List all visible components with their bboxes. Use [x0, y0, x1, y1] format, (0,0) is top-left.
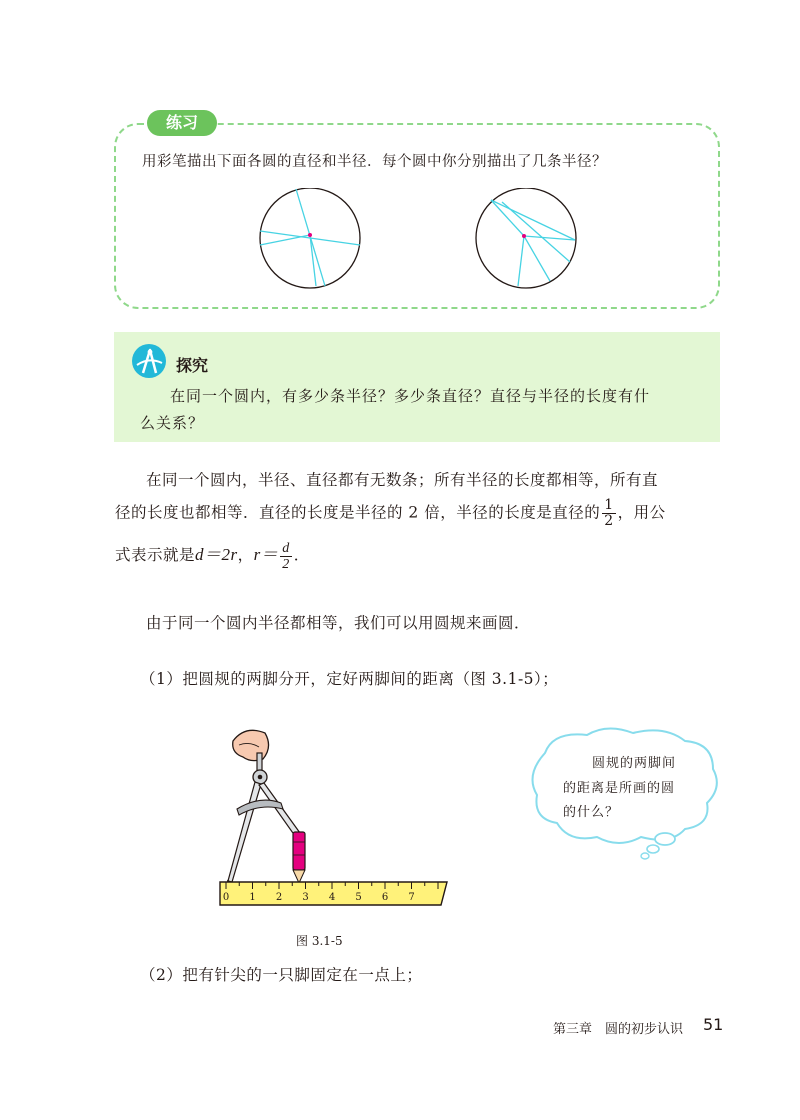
- paragraph-2: 由于同一个圆内半径都相等，我们可以用圆规来画圆．: [146, 614, 531, 632]
- step-2: （2）把有针尖的一只脚固定在一点上；: [140, 966, 423, 984]
- explore-title: 探究: [176, 356, 209, 375]
- explore-line-1: 在同一个圆内，有多少条半径？多少条直径？直径与半径的长度有什: [170, 387, 651, 405]
- ruler-tick-label: 7: [408, 892, 415, 903]
- fraction-one-half: [602, 498, 615, 529]
- circle-right: [476, 188, 576, 288]
- ruler-tick-label: 1: [249, 892, 256, 903]
- ruler-tick-label: 4: [328, 892, 336, 903]
- explore-line-2: 么关系？: [140, 414, 205, 432]
- circle-left: [260, 188, 360, 288]
- compass-pencil-leg: [259, 783, 300, 836]
- formula-end: ．: [293, 546, 310, 564]
- paragraph-1-line-2-tail: ，用公: [617, 503, 666, 522]
- thought-line-3: 的什么？: [563, 805, 620, 820]
- footer-chapter: 第三章 圆的初步认识: [553, 1022, 684, 1037]
- exercise-instruction: 用彩笔描出下面各圆的直径和半径．每个圆中你分别描出了几条半径？: [142, 154, 607, 170]
- ruler-tick-label: 2: [275, 892, 283, 903]
- fraction-d-numerator: d: [282, 540, 290, 556]
- page-number: 51: [703, 1015, 724, 1034]
- circles-figure: [250, 188, 590, 290]
- ruler-tick-label: 0: [222, 892, 230, 903]
- compass-needle-leg: [228, 782, 261, 882]
- step-1: （1）把圆规的两脚分开，定好两脚间的距离（图 3.1-5）；: [140, 670, 559, 688]
- pencil-icon: [293, 832, 305, 870]
- paragraph-1-line-2-text: 径的长度也都相等．直径的长度是半径的 2 倍，半径的长度是直径的: [115, 503, 601, 522]
- compass-badge-icon: [131, 343, 167, 379]
- formula-diameter: d＝2r: [195, 545, 238, 564]
- figure-caption: 图 3.1-5: [296, 934, 343, 948]
- fraction-one-half-numerator: 1: [604, 497, 614, 513]
- paragraph-1-line-2: [115, 498, 666, 529]
- thought-line-1: 圆规的两脚间: [592, 756, 677, 771]
- formula-separator: ，: [237, 546, 254, 564]
- paragraph-1-line-1: 在同一个圆内，半径、直径都有无数条；所有半径的长度都相等，所有直: [146, 471, 659, 489]
- thought-line-2: 的距离是所画的圆: [563, 781, 676, 796]
- paragraph-1-line-3: [115, 540, 310, 572]
- fraction-d-over-2: [280, 541, 292, 572]
- ruler-tick-label: 6: [381, 892, 389, 903]
- compass-ruler-illustration: [215, 725, 455, 910]
- hand-icon: [233, 730, 269, 760]
- ruler-tick-label: 5: [355, 892, 362, 903]
- fraction-d-denominator: 2: [282, 556, 290, 572]
- formula-radius: r＝: [253, 545, 279, 564]
- fraction-one-half-denominator: 2: [604, 513, 614, 529]
- paragraph-1-line-3-text: 式表示就是: [115, 546, 196, 564]
- exercise-tab: 练习: [147, 110, 217, 136]
- ruler-tick-label: 3: [302, 892, 309, 903]
